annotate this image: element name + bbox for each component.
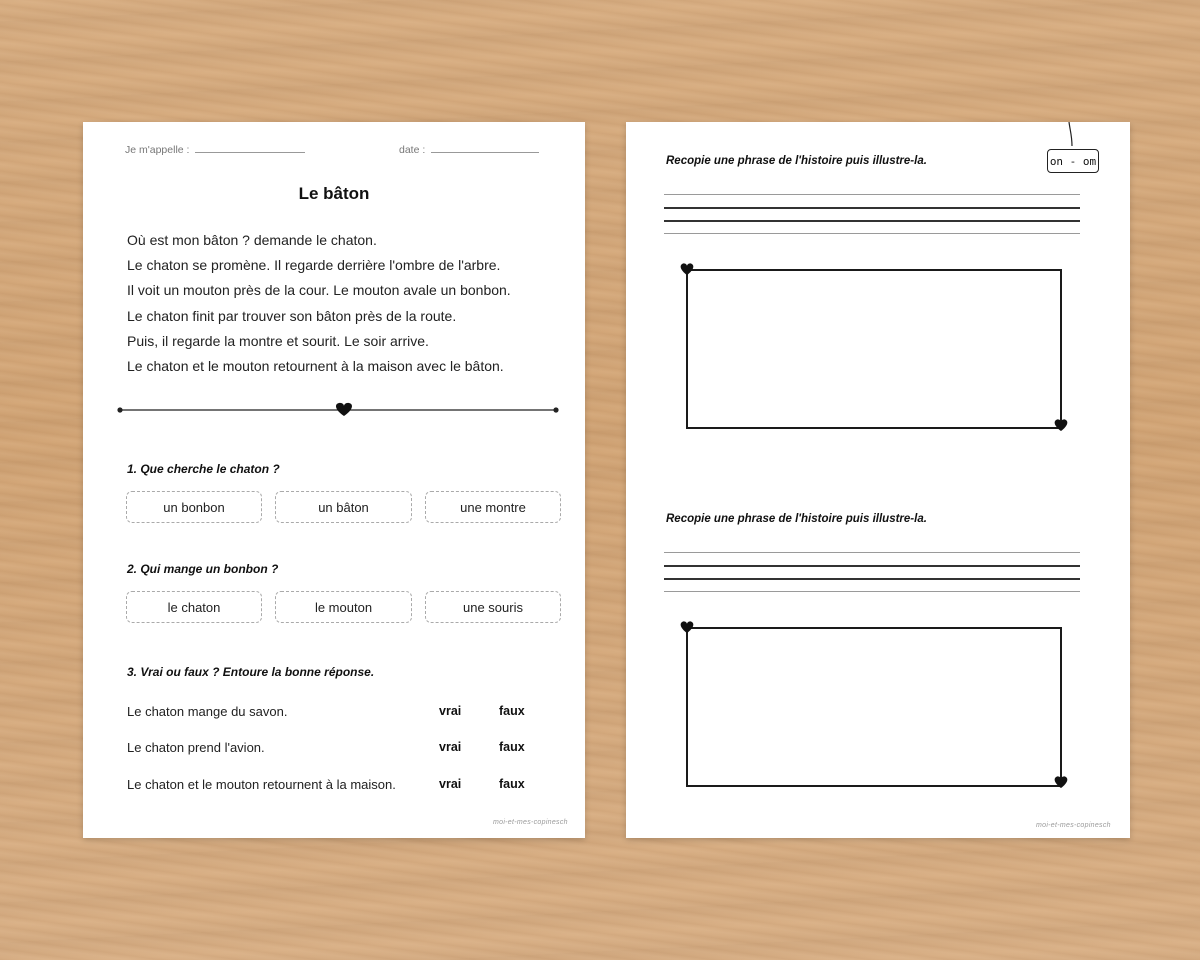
worksheet-copy-illustrate — [626, 122, 1130, 838]
answer-choice[interactable]: un bonbon — [126, 491, 262, 523]
worksheet-reading — [83, 122, 585, 838]
false-option[interactable]: faux — [499, 740, 525, 754]
false-option[interactable]: faux — [499, 704, 525, 718]
writing-line — [664, 233, 1080, 234]
true-option[interactable]: vrai — [439, 777, 462, 791]
story-line: Le chaton et le mouton retournent à la maison avec le bâton. — [127, 358, 504, 375]
true-false-statement: Le chaton et le mouton retournent à la maison. — [127, 777, 396, 792]
date-field — [399, 142, 539, 156]
story-line: Le chaton se promène. Il regarde derrière l'ombre de l'arbre. — [127, 257, 501, 274]
writing-line — [664, 552, 1080, 553]
name-label: Je m'appelle : — [125, 144, 190, 156]
story-line: Où est mon bâton ? demande le chaton. — [127, 232, 377, 248]
heart-icon — [679, 620, 695, 634]
name-underline — [195, 142, 305, 153]
answer-choice[interactable]: le mouton — [275, 591, 412, 623]
instruction-2: Recopie une phrase de l'histoire puis illustre-la. — [666, 513, 927, 525]
writing-line — [664, 220, 1080, 222]
writing-line — [664, 578, 1080, 580]
question-3: 3. Vrai ou faux ? Entoure la bonne réponse. — [127, 665, 375, 679]
heart-icon — [336, 403, 352, 416]
story-title: Le bâton — [298, 184, 370, 203]
story-text — [127, 228, 511, 379]
false-option[interactable]: faux — [499, 777, 525, 791]
heart-divider — [113, 400, 563, 420]
true-false-statement: Le chaton prend l'avion. — [127, 740, 265, 755]
instruction-1: Recopie une phrase de l'histoire puis illustre-la. — [666, 155, 927, 167]
name-field — [125, 142, 305, 156]
answer-choice[interactable]: le chaton — [126, 591, 262, 623]
heart-icon — [679, 262, 695, 276]
story-line: Le chaton finit par trouver son bâton près de la route. — [127, 307, 457, 324]
heart-icon — [1053, 775, 1069, 789]
answer-choice[interactable]: une souris — [425, 591, 561, 623]
true-option[interactable]: vrai — [439, 740, 462, 754]
footer-signature: moi-et-mes-copinesch — [1036, 822, 1111, 829]
writing-line — [664, 565, 1080, 567]
true-false-statement: Le chaton mange du savon. — [127, 704, 288, 719]
writing-line — [664, 194, 1080, 195]
question-2: 2. Qui mange un bonbon ? — [127, 562, 279, 576]
story-line: Il voit un mouton près de la cour. Le mouton avale un bonbon. — [127, 282, 511, 299]
heart-icon — [1053, 418, 1069, 432]
answer-choice[interactable]: un bâton — [275, 491, 412, 523]
writing-line — [664, 207, 1080, 209]
answer-choice[interactable]: une montre — [425, 491, 561, 523]
drawing-area[interactable] — [686, 269, 1062, 429]
true-option[interactable]: vrai — [439, 704, 462, 718]
sound-badge: on - om — [1047, 149, 1099, 173]
footer-signature: moi-et-mes-copinesch — [493, 819, 568, 826]
story-line: Puis, il regarde la montre et sourit. Le soir arrive. — [127, 332, 429, 349]
writing-line — [664, 591, 1080, 592]
badge-hanger — [1066, 122, 1076, 146]
date-underline — [431, 142, 539, 153]
drawing-area[interactable] — [686, 627, 1062, 787]
date-label: date : — [399, 144, 426, 156]
question-1: 1. Que cherche le chaton ? — [127, 462, 280, 476]
